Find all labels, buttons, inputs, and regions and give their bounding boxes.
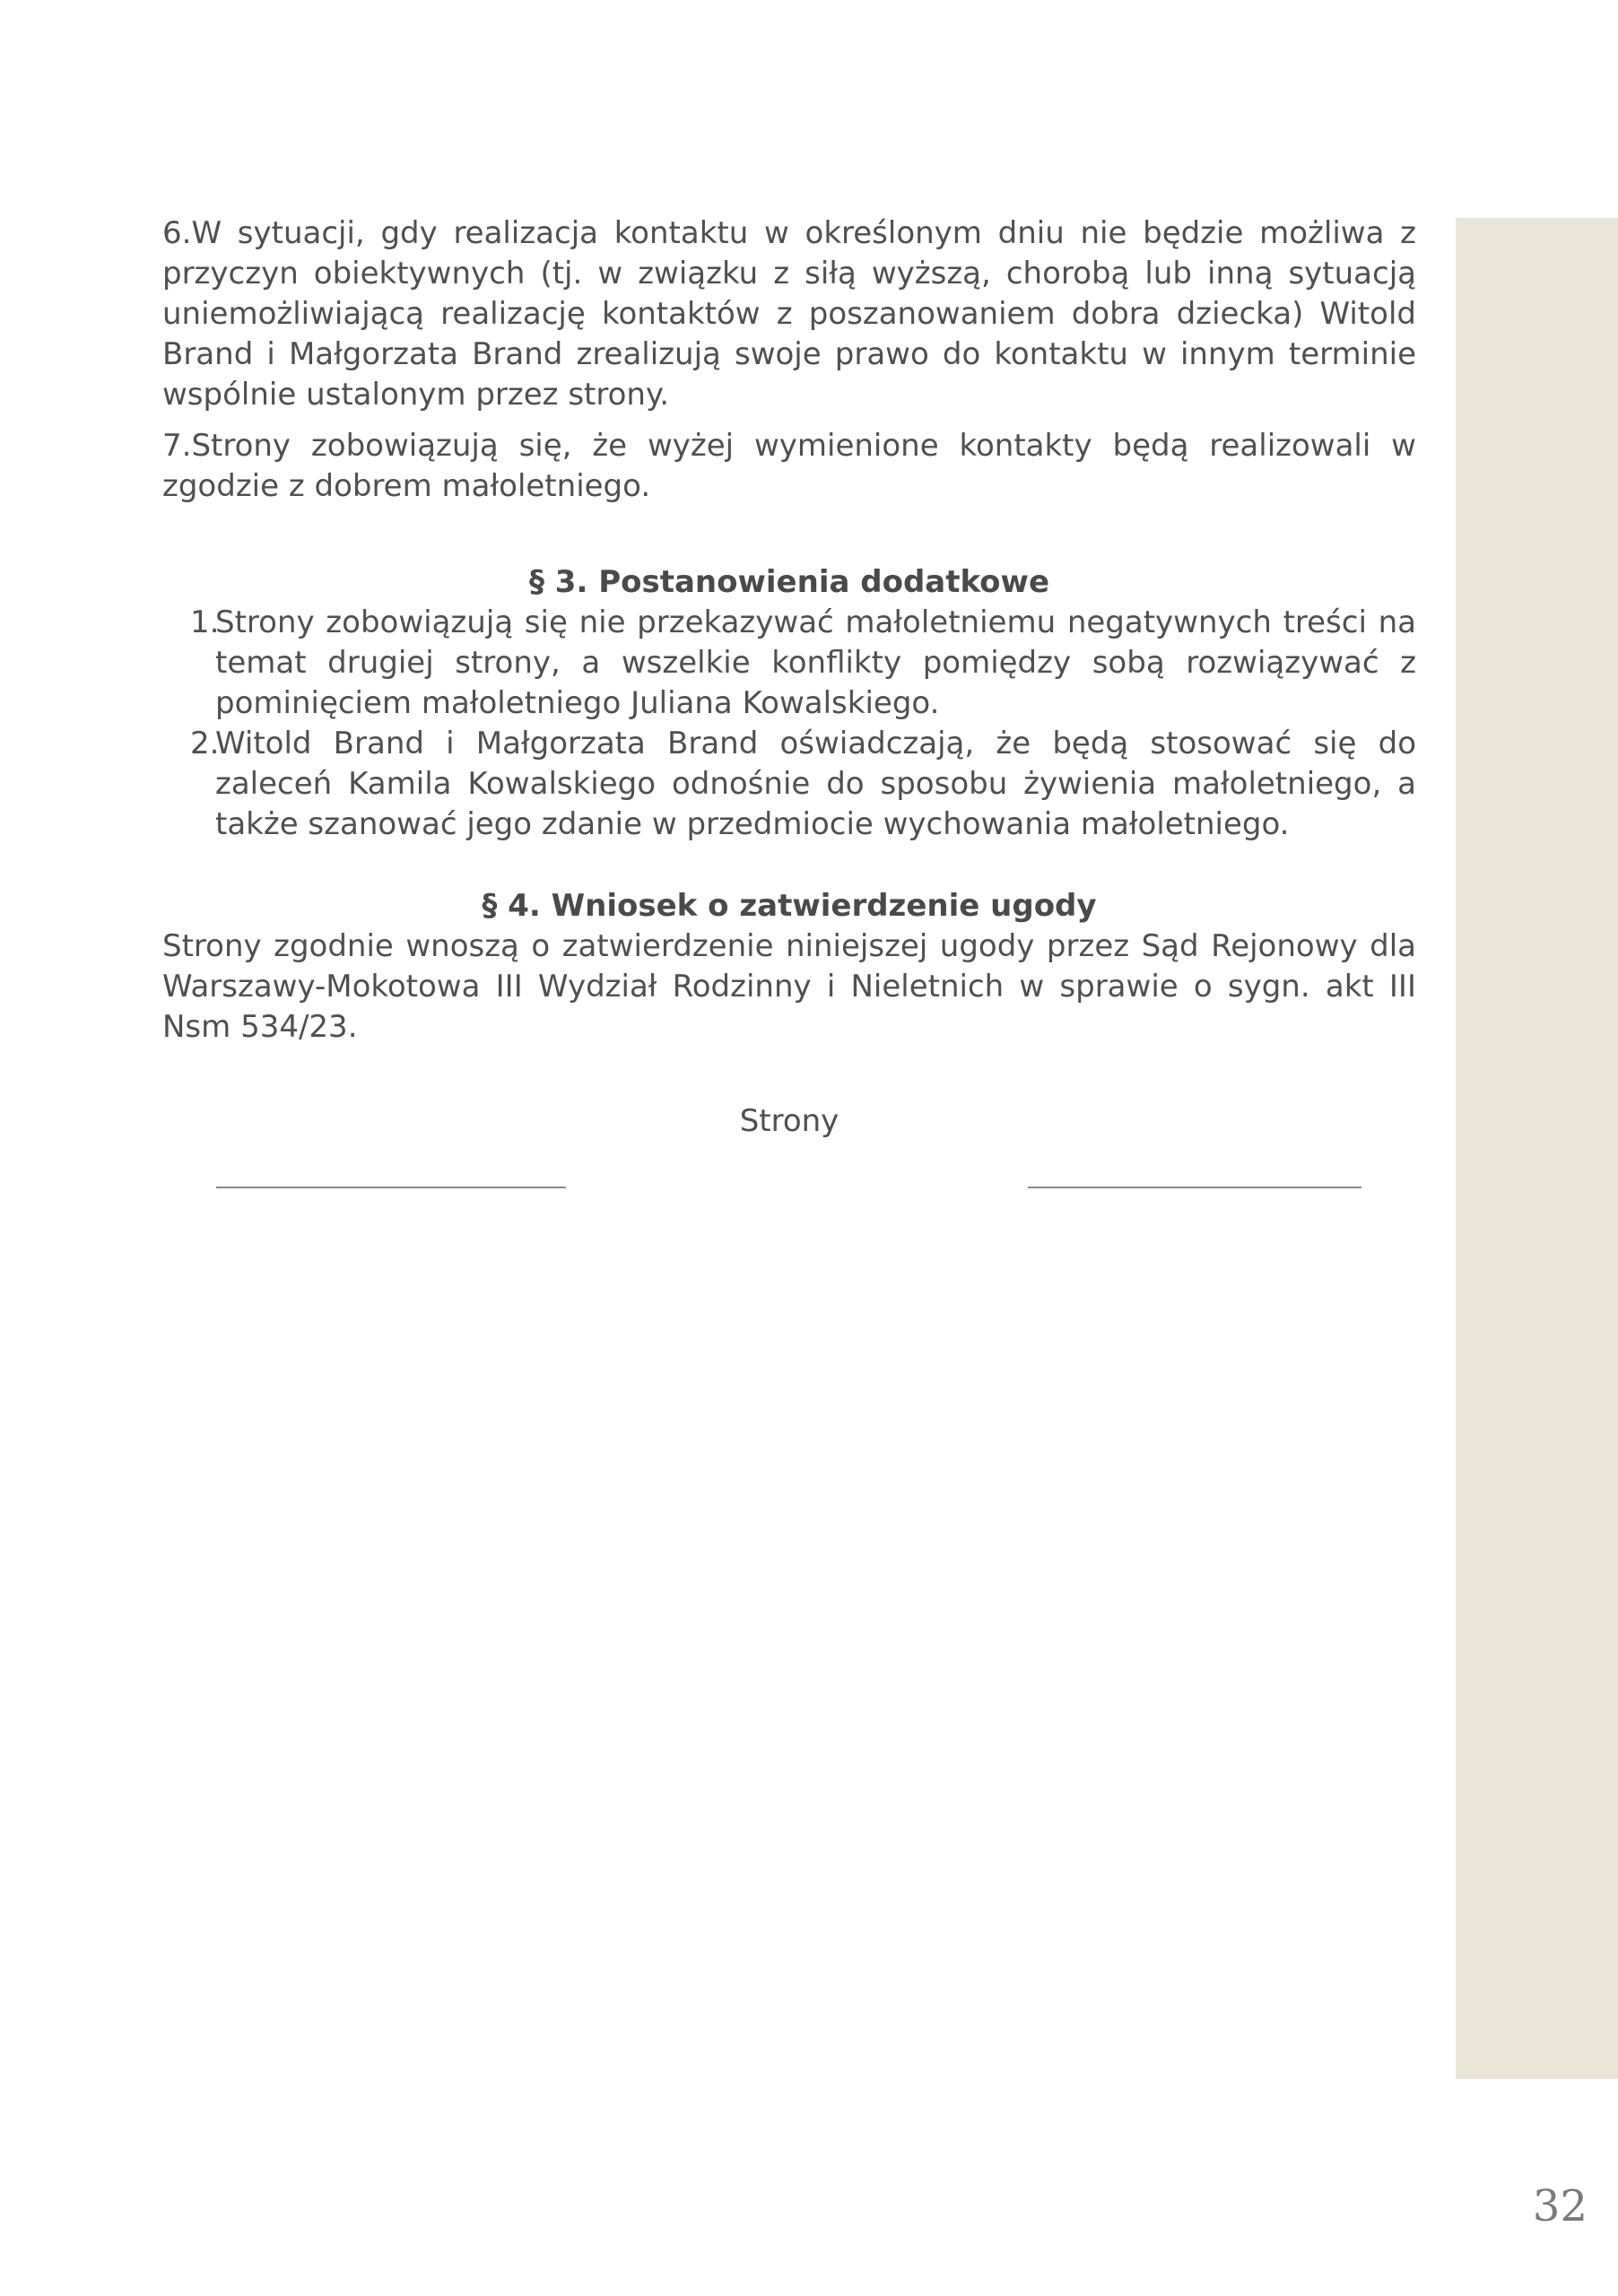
page-number: 32 — [1532, 2181, 1588, 2231]
section-4-heading: § 4. Wniosek o zatwierdzenie ugody — [482, 888, 1097, 924]
list-item-number: 2. — [190, 726, 220, 761]
paragraph-6: 6.W sytuacji, gdy realizacja kontaktu w określonym dniu nie będzie możliwa z przyczyn obiektywnych (tj. w związku z siłą wyższą, chorobą lub inną sytuacją uniemożliwiającą realizację kontaktów z poszanowaniem dobra dziecka) Witold Brand i Małgorzata Brand zrealizują swoje prawo do kontaktu w innym terminie wspólnie ustalonym przez strony. — [162, 215, 1416, 413]
section-3-list — [162, 603, 1416, 845]
section-3-heading: § 3. Postanowienia dodatkowe — [528, 564, 1050, 600]
list-item — [162, 724, 1416, 845]
list-item-number: 1. — [190, 604, 220, 640]
list-item-text: Witold Brand i Małgorzata Brand oświadczają, że będą stosować się do zaleceń Kamila Kowalskiego odnośnie do sposobu żywienia małoletniego, a także szanować jego zdanie w przedmiocie wychowania małoletniego. — [215, 726, 1416, 842]
signature-line-right — [1028, 1187, 1361, 1188]
section-4-text: Strony zgodnie wnoszą o zatwierdzenie niniejszej ugody przez Sąd Rejonowy dla Warszawy-Mokotowa III Wydział Rodzinny i Nieletnich w sprawie o sygn. akt III Nsm 534/23. — [162, 928, 1416, 1045]
list-item — [162, 603, 1416, 724]
paragraph-7: 7.Strony zobowiązują się, że wyżej wymienione kontakty będą realizowali w zgodzie z dobrem małoletniego. — [162, 428, 1416, 504]
document-body — [162, 213, 1416, 1172]
list-item-text: Strony zobowiązują się nie przekazywać małoletniemu negatywnych treści na temat drugiej strony, a wszelkie konflikty pomiędzy sobą rozwiązywać z pominięciem małoletniego Juliana Kowalskiego. — [215, 604, 1416, 721]
decorative-sidebar — [1456, 218, 1618, 2079]
signature-label: Strony — [739, 1103, 839, 1139]
signature-line-left — [216, 1187, 566, 1188]
